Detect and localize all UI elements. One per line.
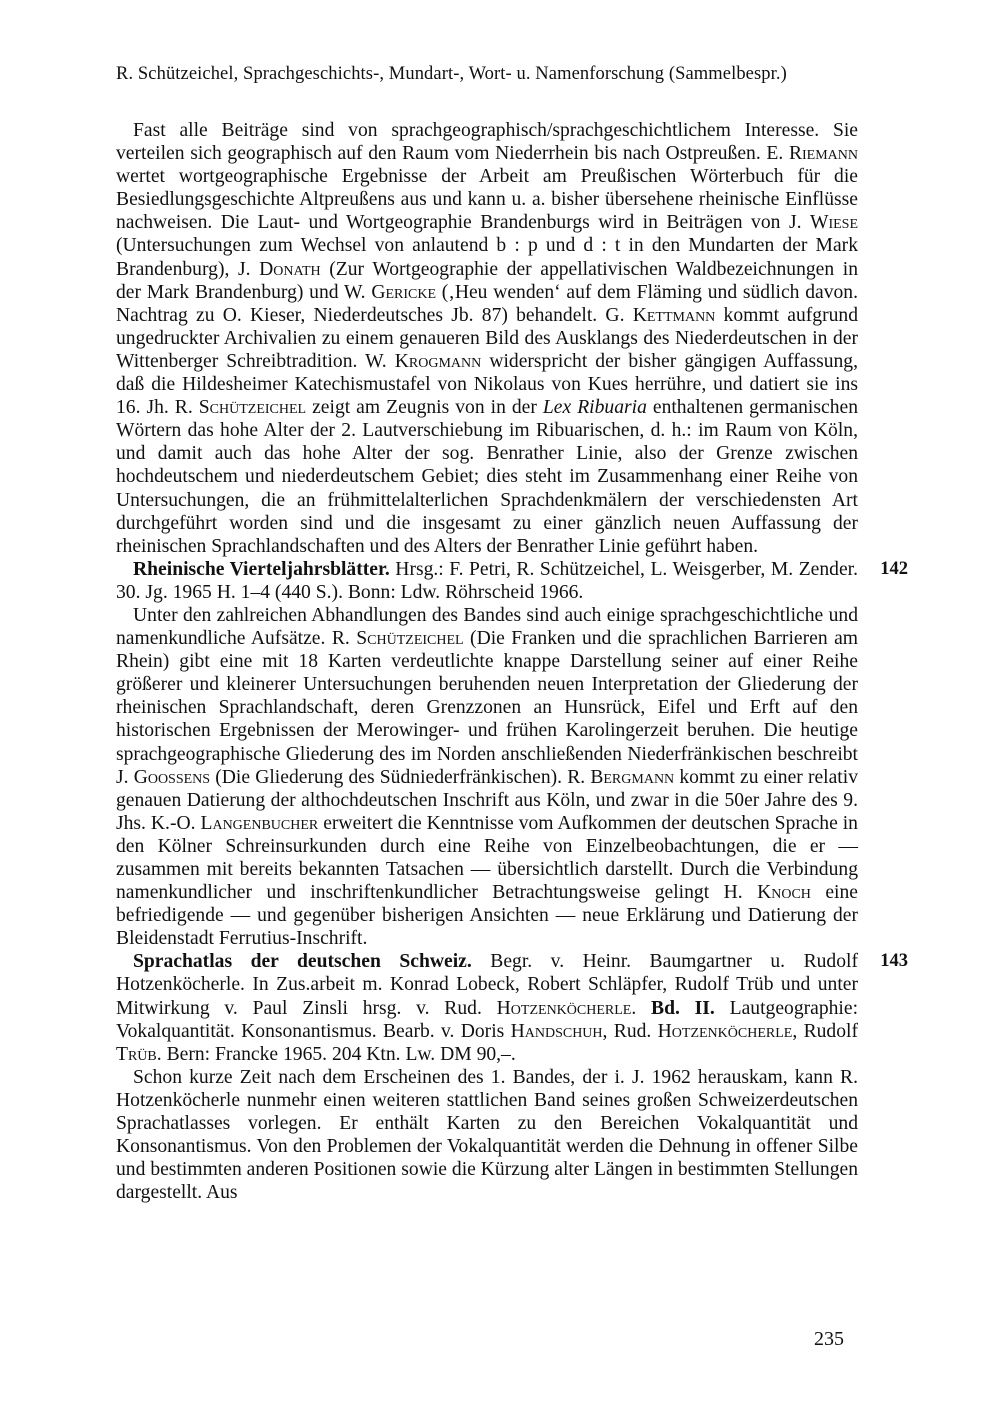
paragraph-review-143: Schon kurze Zeit nach dem Erscheinen des 1. Bandes, der i. J. 1962 herauskam, kann R. Hotzenköcherle nunmehr einen weiteren stattlichen Band seines großen Schweizerdeutschen Sprachatlasses vorlegen. Er enthält Karten zu den Bereichen Vokalquantität und Konsonantismus. Von den Problemen der Vokalquantität werden die Dehnung in offener Silbe und bestimmten anderen Positionen sowie die Kürzung alter Längen in bestimmten Stellungen dargestellt. Aus — [116, 1066, 858, 1204]
author-name: Knoch — [757, 882, 811, 904]
entry-title: Sprachatlas der deutschen Schweiz. — [133, 951, 472, 973]
entry-title: Rheinische Vierteljahrsblätter. — [133, 558, 390, 580]
author-name: Riemann — [788, 143, 858, 165]
author-name: Krogmann — [394, 350, 482, 372]
author-name: Schützeichel — [198, 397, 307, 419]
text-run: eine befriedigende — und gegenüber bisherigen Ansichten — neue Erklärung und Datierung der Bleidenstadt Ferrutius-Inschrift. — [116, 882, 858, 950]
entry-citation: . Bern: Francke 1965. 204 Ktn. Lw. DM 90,–. — [156, 1043, 516, 1065]
text-run: Unter den zahlreichen Abhandlungen des Bandes sind auch einige sprachgeschichtliche und namenkundliche Aufsätze. R. — [116, 604, 858, 650]
text-run: kommt zu einer relativ genauen Datierung der althochdeutschen Inschrift aus Köln, und zwar in die 50er Jahre des 9. Jhs. K.-O. — [116, 766, 858, 834]
text-run: enthaltenen germanischen Wörtern das hohe Alter der 2. Lautverschiebung im Ribuarischen, d. h.: im Raum von Köln, und damit auch das hohe Alter der sog. Benrather Linie, also der Grenze zwischen hochdeutschem und niederdeutschem Gebiet; dies steht im Zusammenhang einer Reihe von Untersuchungen, die an frühmittelalterlichen Sprachdenkmälern der verschiedensten Art durchgeführt worden sind und die insgesamt zu einer gänzlich neuen Auffassung der rheinischen Sprachlandschaften und des Alters der Benrather Linie geführt haben. — [116, 397, 858, 557]
text-run: (Die Franken und die sprachlichen Barrieren am Rhein) gibt eine mit 18 Karten verdeutlichte knappe Darstellung seiner auf einer Reihe größerer und kleinerer Untersuchungen beruhenden neuen Interpretation der Gliederung der rheinischen Sprachlandschaft, deren Grenzzonen an Hunsrück, Eifel und Erft auf den historischen Ergebnissen der Merowinger- und frühen Karolingerzeit beruhen. Die heutige sprachgeographische Gliederung des im Norden anschließenden Niederfränkischen beschreibt J. — [116, 628, 859, 788]
author-name: Hotzenköcherle — [657, 1020, 793, 1042]
text-run: kommt aufgrund ungedruckter Archivalien zu einem genaueren Bild des Ausklangs des Niederdeutschen in der Wittenberger Schreibtradition. W. — [116, 304, 859, 372]
text-run: Fast alle Beiträge sind von sprachgeographisch/sprachgeschichtlichem Interesse. Sie verteilen sich geographisch auf den Raum vom Niederrhein bis nach Ostpreußen. E. — [116, 120, 858, 165]
author-name: Wiese — [809, 212, 858, 234]
author-name: Langenbucher — [200, 812, 319, 834]
entry-citation: Lautgeographie: Vokalquantität. Konsonantismus. Bearb. v. Doris — [116, 997, 859, 1042]
text-run: (Untersuchungen zum Wechsel von anlautend b : p und d : t in den Mundarten der Mark Brandenburg), J. — [116, 235, 858, 280]
italic-title: Lex Ribuaria — [542, 397, 647, 419]
text-run: (‚Heu wenden‘ auf dem Fläming und südlich davon. Nachtrag zu O. Kieser, Niederdeutsches Jb. 87) behandelt. G. — [116, 281, 859, 326]
text-run: (Zur Wortgeographie der appellativischen Waldbezeichnungen in der Mark Brandenburg) und W. — [116, 258, 858, 303]
author-name: Bergmann — [590, 766, 675, 788]
author-name: Trüb — [116, 1043, 157, 1065]
running-head: R. Schützeichel, Sprachgeschichts-, Mundart-, Wort- u. Namenforschung (Sammelbespr.) — [116, 64, 787, 84]
author-name: Kettmann — [632, 304, 716, 326]
author-name: Donath — [259, 258, 321, 280]
text-run: widerspricht der bisher gängigen Auffassung, daß die Hildesheimer Katechismustafel von Nikolaus von Kues herrühre, und datiert sie ins 16. Jh. R. — [116, 350, 858, 419]
entry-142 — [116, 558, 908, 604]
text-run: wertet wortgeographische Ergebnisse der Arbeit am Preußischen Wörterbuch für die Besiedlungsgeschichte Altpreußens aus und kann u. a. bisher übersehene rheinische Einflüsse nachweisen. Die Laut- und Wortgeographie Brandenburgs wird in Beiträgen von J. — [116, 166, 858, 234]
entry-number: 142 — [880, 558, 908, 579]
body-text — [116, 119, 908, 1204]
entry-citation: Begr. v. Heinr. Baumgartner u. Rudolf Hotzenköcherle. In Zus.arbeit m. Konrad Lobeck, Robert Schläpfer, Rudolf Trüb und unter Mitwirkung v. Paul Zinsli hrsg. v. Rud. — [116, 951, 858, 1019]
text-run: (Die Gliederung des Südniederfränkischen). R. — [210, 766, 591, 788]
entry-citation: , Rud. — [602, 1020, 658, 1042]
author-name: Gericke — [371, 281, 437, 303]
author-name: Hotzenköcherle — [496, 997, 632, 1019]
entry-citation: Hrsg.: F. Petri, R. Schützeichel, L. Weisgerber, M. Zender. 30. Jg. 1965 H. 1–4 (440 S.). Bonn: Ldw. Röhrscheid 1966. — [116, 558, 858, 603]
entry-number: 143 — [880, 951, 908, 972]
paragraph-intro — [116, 119, 858, 558]
entry-citation: . — [631, 997, 652, 1019]
author-name: Goossens — [133, 766, 211, 788]
author-name: Handschuh — [510, 1020, 603, 1042]
author-name: Schützeichel — [356, 628, 464, 650]
entry-143 — [116, 950, 908, 1065]
text-run: zeigt am Zeugnis von in der — [306, 397, 543, 419]
volume-label: Bd. II. — [651, 997, 715, 1019]
paragraph-review-142 — [116, 604, 858, 950]
entry-citation: , Rudolf — [792, 1020, 858, 1042]
text-run: erweitert die Kenntnisse vom Aufkommen der deutschen Sprache in den Kölner Schreinsurkunden durch eine Reihe von Einzelbeobachtungen, die er — zusammen mit bereits bekannten Tatsachen — übersichtlich darstellt. Durch die Verbindung namenkundlicher und inschriftenkundlicher Betrachtungsweise gelingt H. — [116, 812, 858, 904]
page-number: 235 — [814, 1328, 844, 1350]
